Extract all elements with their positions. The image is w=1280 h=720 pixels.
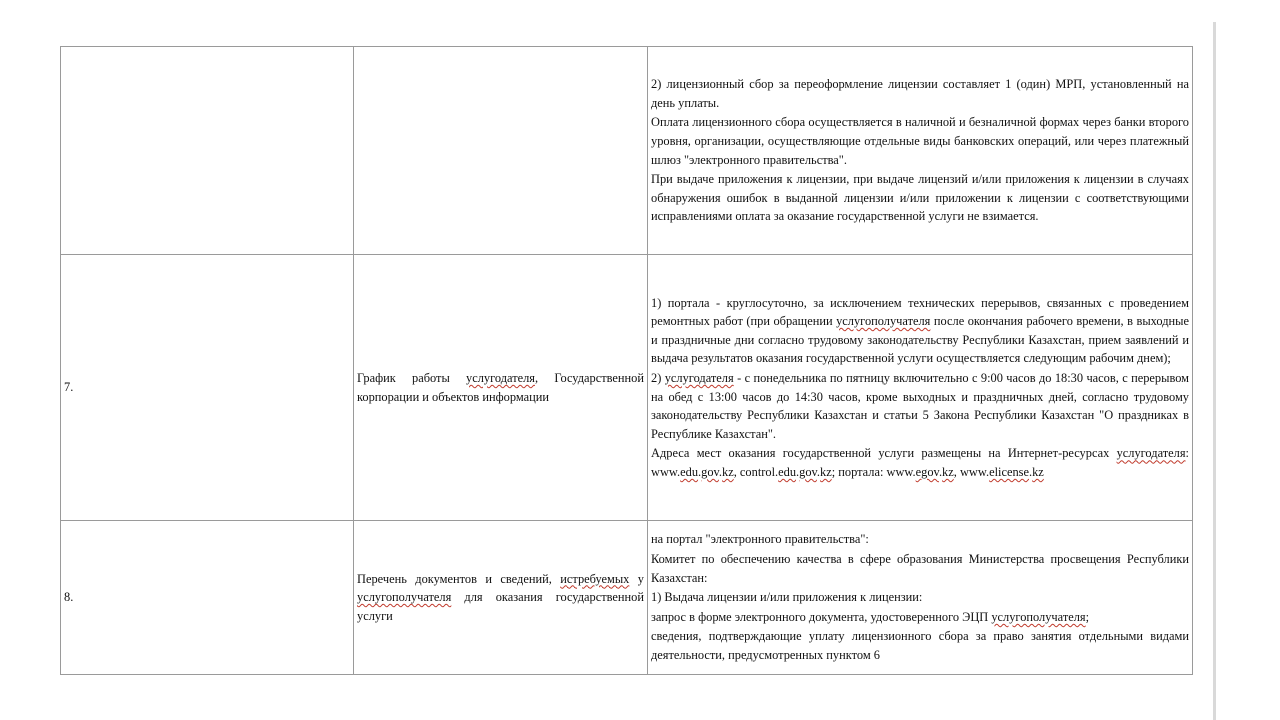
row-name-cell: [354, 255, 648, 521]
row-name-cell: [354, 47, 648, 255]
paragraph: 1) портала - круглосуточно, за исключением технических перерывов, связанных с проведением ремонтных работ (при обращении услугополучателя после окончания рабочего времени, в выходные и праздничные дни согласно трудовому законодательству Республики Казахстан, прием заявлений и выдача результатов оказания государственной услуги осуществляется следующим рабочим днем);: [651, 295, 1189, 366]
paragraph: При выдаче приложения к лицензии, при выдаче лицензий и/или приложения к лицензии в случаях обнаружения ошибок в выданной лицензии и/или приложении к лицензии с соответствующими исправлениями оплата за оказание государственной услуги не взимается.: [651, 172, 1189, 224]
row-number-cell: [61, 47, 354, 255]
paragraph: на портал "электронного правительства":: [651, 532, 869, 547]
row-number: 7.: [64, 380, 74, 395]
paragraph: 1) Выдача лицензии и/или приложения к лицензии:: [651, 590, 923, 605]
row-text-cell: [648, 47, 1193, 255]
table-row: [61, 47, 1193, 255]
paragraph: сведения, подтверждающие уплату лицензионного сбора за право занятия отдельными видами деятельности, предусмотренных пунктом 6: [651, 629, 1189, 662]
paragraph: Оплата лицензионного сбора осуществляется в наличной и безналичной формах через банки второго уровня, организации, осуществляющие отдельные виды банковских операций, или через платежный шлюз "электронного правительства".: [651, 115, 1189, 167]
paragraph: запрос в форме электронного документа, удостоверенного ЭЦП услугополучателя;: [651, 609, 1090, 624]
scrollbar-track[interactable]: [1213, 22, 1216, 720]
row-name: График работы услугодателя, Государственной корпорации и объектов информации: [357, 370, 644, 404]
table-row: [61, 521, 1193, 675]
paragraph: 2) услугодателя - с понедельника по пятницу включительно с 9:00 часов до 18:30 часов, с перерывом на обед с 13:00 часов до 14:30 часов, кроме выходных и праздничных дней, согласно трудовому законодательству Республики Казахстан и статьи 5 Закона Республики Казахстан "О праздниках в Республике Казахстан".: [651, 370, 1190, 441]
paragraph: Комитет по обеспечению качества в сфере образования Министерства просвещения Республики Казахстан:: [651, 552, 1189, 585]
paragraph: Адреса мест оказания государственной услуги размещены на Интернет-ресурсах услугодателя: www.edu.gov.kz, control.edu.gov.kz; портала: www.egov.kz, www.elicense.kz: [651, 446, 1189, 479]
paragraph: 2) лицензионный сбор за переоформление лицензии составляет 1 (один) МРП, установленный на день уплаты.: [651, 77, 1189, 110]
row-number-cell: [61, 255, 354, 521]
row-text-cell: [648, 255, 1193, 521]
table-row: [61, 255, 1193, 521]
row-name-cell: [354, 521, 648, 675]
row-name: Перечень документов и сведений, истребуемых у услугополучателя для оказания государственной услуги: [357, 571, 644, 623]
row-number: 8.: [64, 590, 74, 605]
row-text-cell: [648, 521, 1193, 675]
services-table: [60, 46, 1193, 675]
row-number-cell: [61, 521, 354, 675]
